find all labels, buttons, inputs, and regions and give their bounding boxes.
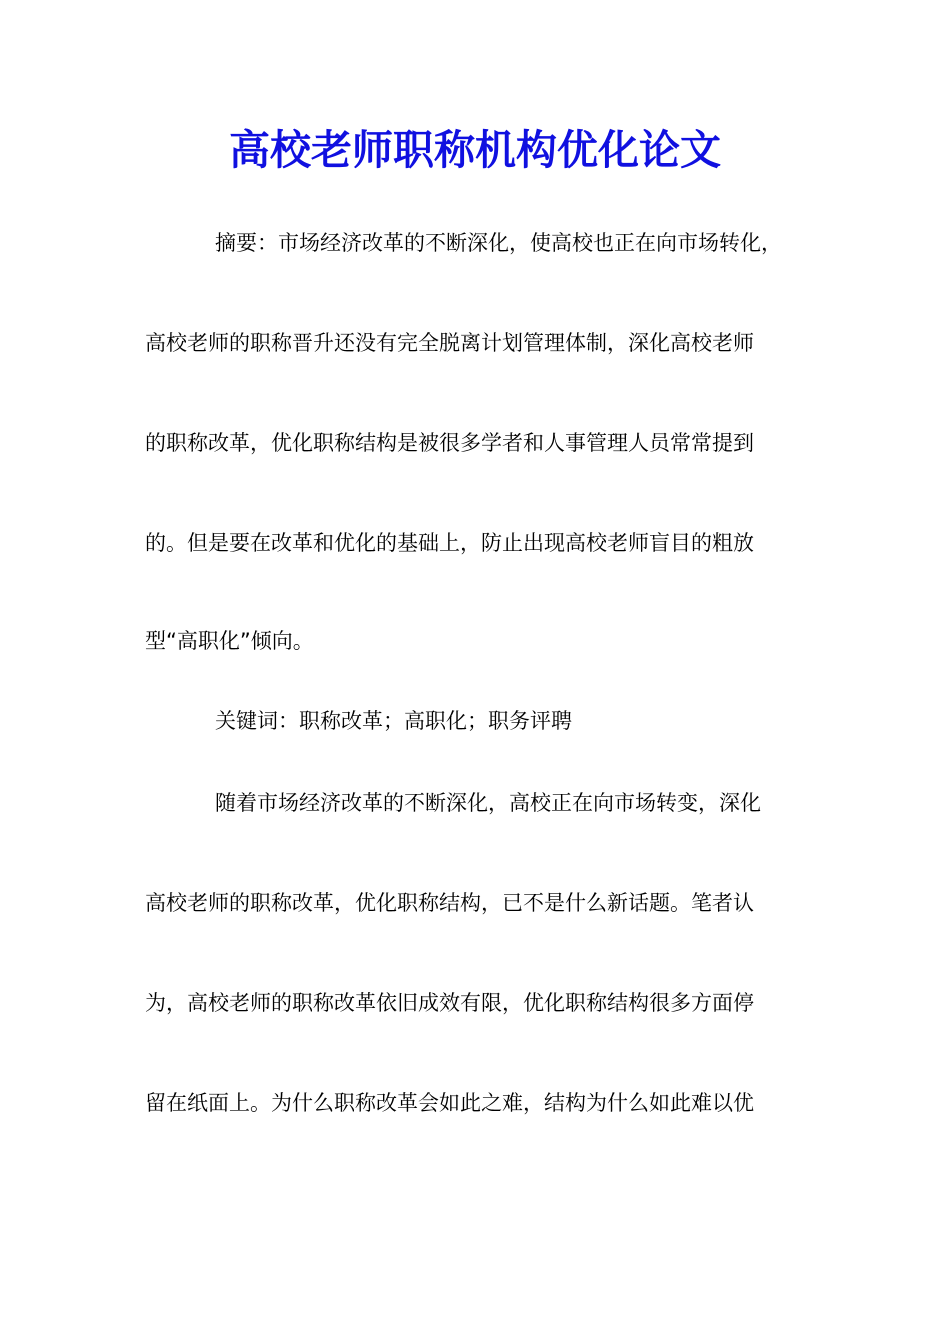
body-line-4: 留在纸面上。为什么职称改革会如此之难，结构为什么如此难以优: [145, 1091, 754, 1115]
body-line-3: 为，高校老师的职称改革依旧成效有限，优化职称结构很多方面停: [145, 991, 754, 1015]
abstract-line-3: 的职称改革，优化职称结构是被很多学者和人事管理人员常常提到: [145, 431, 754, 455]
abstract-line-5: 型“高职化”倾向。: [145, 629, 314, 653]
abstract-line-2: 高校老师的职称晋升还没有完全脱离计划管理体制，深化高校老师: [145, 331, 754, 355]
abstract-line-4: 的。但是要在改革和优化的基础上，防止出现高校老师盲目的粗放: [145, 531, 754, 555]
body-line-1: 随着市场经济改革的不断深化，高校正在向市场转变，深化: [215, 791, 761, 815]
body-line-2: 高校老师的职称改革，优化职称结构，已不是什么新话题。笔者认: [145, 891, 754, 915]
document-title: 高校老师职称机构优化论文: [229, 126, 721, 174]
keywords-line: 关键词：职称改革；高职化；职务评聘: [215, 709, 572, 733]
abstract-line-1: 摘要：市场经济改革的不断深化，使高校也正在向市场转化，: [215, 231, 782, 255]
